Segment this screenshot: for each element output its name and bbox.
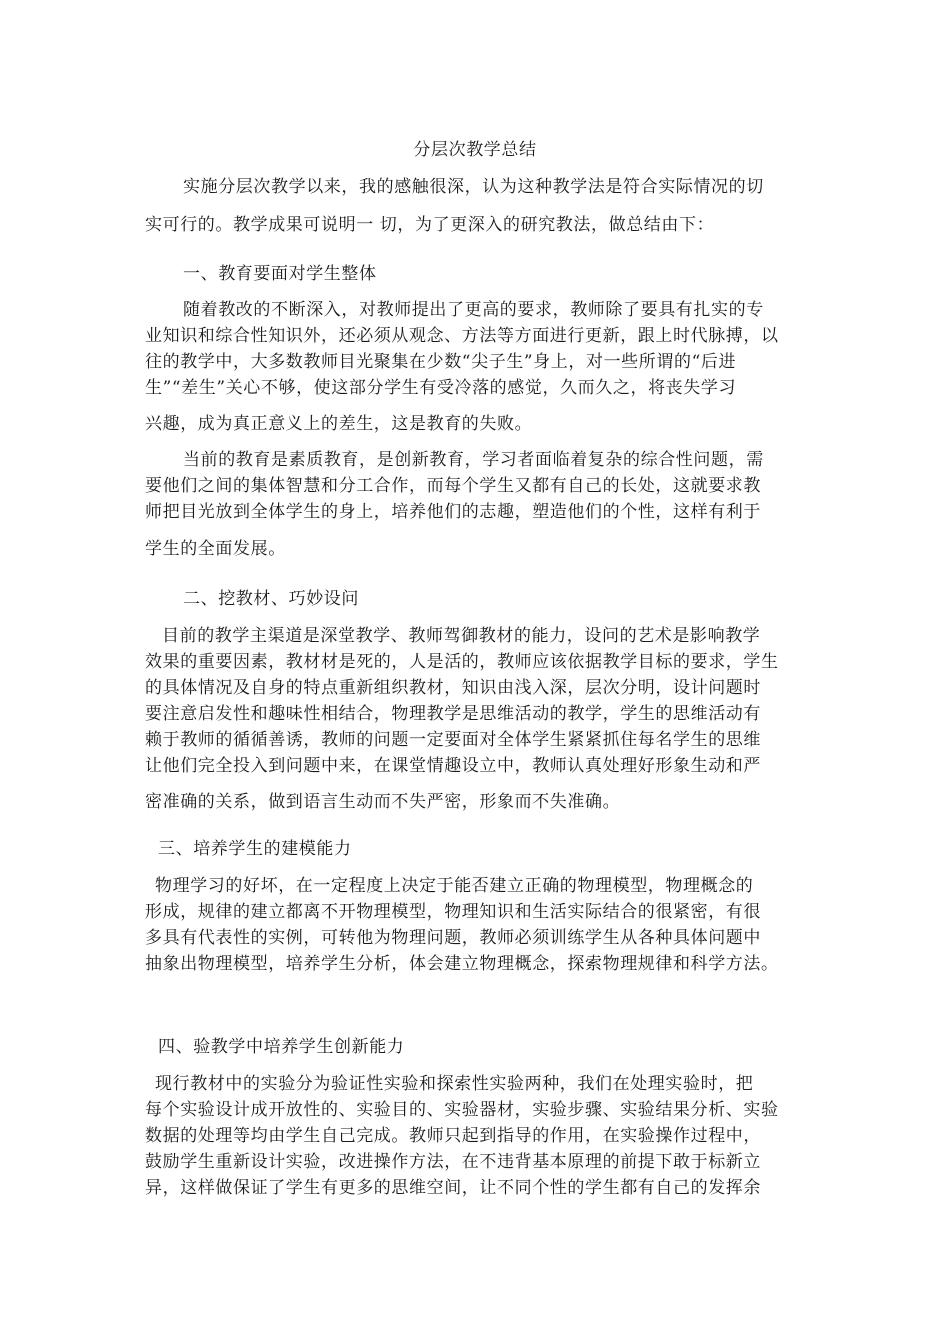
paragraph-line: 师把目光放到全体学生的身上，培养他们的志趣，塑造他们的个性，这样有利于 [145, 502, 761, 522]
section-heading-4: 四、验教学中培养学生创新能力 [158, 1037, 405, 1057]
section-heading-2: 二、挖教材、巧妙设问 [183, 589, 359, 609]
paragraph-line: 往的教学中，大多数教师目光聚集在少数“尖子生”身上，对一些所谓的“后进 [145, 352, 737, 372]
section-heading-1: 一、教育要面对学生整体 [183, 264, 377, 284]
paragraph-line: 生”“差生”关心不够，使这部分学生有受冷落的感觉，久而久之，将丧失学习 [145, 378, 737, 398]
paragraph-line: 赖于教师的循循善诱，教师的问题一定要面对全体学生紧紧抓住每名学生的思维 [145, 730, 761, 750]
paragraph-line: 物理学习的好坏，在一定程度上决定于能否建立正确的物理模型，物理概念的 [155, 876, 754, 896]
paragraph-line: 业知识和综合性知识外，还必须从观念、方法等方面进行更新，跟上时代脉搏，以 [145, 326, 779, 346]
paragraph-line: 目前的教学主渠道是深堂教学、教师驾御教材的能力，设问的艺术是影响教学 [162, 626, 761, 646]
paragraph-line: 效果的重要因素，教材材是死的，人是活的，教师应该依据教学目标的要求，学生 [145, 652, 779, 672]
paragraph-line: 要他们之间的集体智慧和分工合作，而每个学生又都有自己的长处，这就要求教 [145, 476, 761, 496]
paragraph-line: 密准确的关系，做到语言生动而不失严密，形象而不失准确。 [145, 792, 621, 812]
paragraph-line: 每个实验设计成开放性的、实验目的、实验器材，实验步骤、实验结果分析、实验 [145, 1100, 779, 1120]
document-title: 分层次教学总结 [413, 140, 537, 160]
paragraph-line: 当前的教育是素质教育，是创新教育，学习者面临着复杂的综合性问题，需 [183, 450, 764, 470]
paragraph-line: 随着教改的不断深入，对教师提出了更高的要求，教师除了要具有扎实的专 [183, 300, 764, 320]
paragraph-line: 兴趣，成为真正意义上的差生，这是教育的失败。 [145, 414, 533, 434]
paragraph-line: 多具有代表性的实例，可转他为物理问题，教师必须训练学生从各种具体问题中 [145, 928, 761, 948]
paragraph-line: 数据的处理等均由学生自己完成。教师只起到指导的作用，在实验操作过程中， [145, 1126, 761, 1146]
paragraph-line: 鼓励学生重新设计实验，改进操作方法，在不违背基本原理的前提下敢于标新立 [145, 1152, 761, 1172]
paragraph-line: 让他们完全投入到问题中来，在课堂情趣设立中，教师认真处理好形象生动和严 [145, 756, 761, 776]
intro-line: 实施分层次教学以来，我的感触很深，认为这种教学法是符合实际情况的切 [183, 177, 764, 197]
section-heading-3: 三、培养学生的建模能力 [158, 839, 352, 859]
paragraph-line: 要注意启发性和趣味性相结合，物理教学是思维活动的教学，学生的思维活动有 [145, 704, 761, 724]
intro-line: 实可行的。教学成果可说明一 切，为了更深入的研究教法，做总结由下： [145, 215, 715, 235]
paragraph-line: 现行教材中的实验分为验证性实验和探索性实验两种，我们在处理实验时，把 [155, 1074, 754, 1094]
paragraph-line: 抽象出物理模型，培养学生分析，体会建立物理概念，探索物理规律和科学方法。 [145, 954, 779, 974]
paragraph-line: 异，这样做保证了学生有更多的思维空间，让不同个性的学生都有自己的发挥余 [145, 1178, 761, 1198]
paragraph-line: 学生的全面发展。 [145, 539, 286, 559]
paragraph-line: 的具体情况及自身的特点重新组织教材，知识由浅入深，层次分明，设计问题时 [145, 678, 761, 698]
paragraph-line: 形成，规律的建立都离不开物理模型，物理知识和生活实际结合的很紧密，有很 [145, 902, 761, 922]
